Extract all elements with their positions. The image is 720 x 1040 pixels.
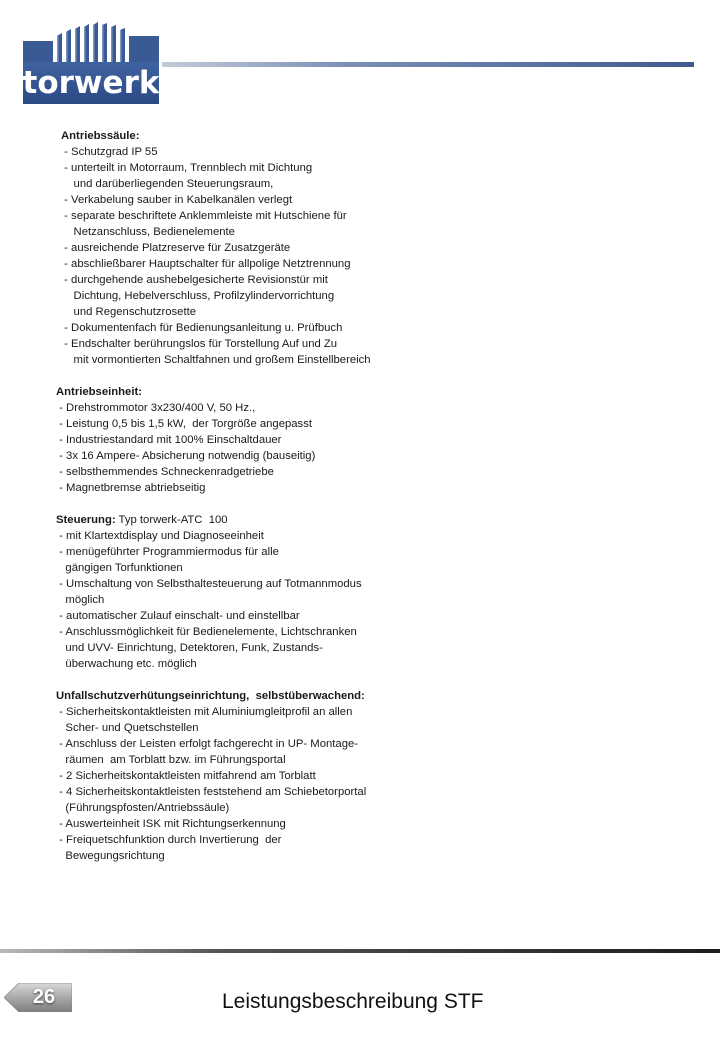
section-antriebseinheit (56, 384, 456, 496)
list-item: - Magnetbremse abtriebseitig (56, 482, 206, 494)
list-item: - Umschaltung von Selbsthaltesteuerung auf Totmannmodus (56, 578, 362, 590)
section-heading: Steuerung: Typ torwerk-ATC 100 (56, 514, 228, 526)
list-item: überwachung etc. möglich (56, 658, 197, 670)
specification-content (56, 128, 456, 880)
list-item: - Auswerteinheit ISK mit Richtungserkennung (56, 818, 286, 830)
section-heading: Antriebssäule: (61, 130, 140, 142)
list-item: - Anschlussmöglichkeit für Bedienelemente, Lichtschranken (56, 626, 357, 638)
list-item: - unterteilt in Motorraum, Trennblech mit Dichtung (61, 162, 313, 174)
list-item: - Industriestandard mit 100% Einschaltdauer (56, 434, 282, 446)
list-item: - abschließbarer Hauptschalter für allpolige Netztrennung (61, 258, 351, 270)
logo-wordmark: torwerk (22, 64, 160, 101)
list-item: und UVV- Einrichtung, Detektoren, Funk, Zustands- (56, 642, 323, 654)
page-number: 26 (32, 986, 56, 1008)
list-item: räumen am Torblatt bzw. im Führungsportal (56, 754, 286, 766)
section-steuerung (56, 512, 456, 672)
torwerk-logo (23, 22, 159, 104)
list-item: - ausreichende Platzreserve für Zusatzgeräte (61, 242, 291, 254)
section-antriebssaeule (61, 128, 456, 368)
list-item: - Drehstrommotor 3x230/400 V, 50 Hz., (56, 402, 256, 414)
list-item: - menügeführter Programmiermodus für alle (56, 546, 279, 558)
list-item: - selbsthemmendes Schneckenradgetriebe (56, 466, 274, 478)
list-item: - Endschalter berührungslos für Torstellung Auf und Zu (61, 338, 338, 350)
list-item: möglich (56, 594, 105, 606)
section-unfallschutz (56, 688, 456, 864)
list-item: gängigen Torfunktionen (56, 562, 183, 574)
footer-divider (0, 949, 720, 953)
list-item: - Anschluss der Leisten erfolgt fachgerecht in UP- Montage- (56, 738, 359, 750)
list-item: - durchgehende aushebelgesicherte Revisionstür mit (61, 274, 328, 286)
footer-title: Leistungsbeschreibung STF (222, 990, 484, 1013)
logo-wordmark-bar (23, 62, 159, 104)
list-item: - 4 Sicherheitskontaktleisten feststehend am Schiebetorportal (56, 786, 367, 798)
header-divider (162, 62, 694, 67)
list-item: Dichtung, Hebelverschluss, Profilzylindervorrichtung (61, 290, 335, 302)
list-item: Scher- und Quetschstellen (56, 722, 199, 734)
list-item: und Regenschutzrosette (61, 306, 197, 318)
gate-bars-logo-icon (23, 22, 159, 62)
list-item: und darüberliegenden Steuerungsraum, (61, 178, 274, 190)
list-item: - mit Klartextdisplay und Diagnoseeinheit (56, 530, 264, 542)
list-item: - Dokumentenfach für Bedienungsanleitung u. Prüfbuch (61, 322, 343, 334)
section-heading: Antriebseinheit: (56, 386, 142, 398)
list-item: - Sicherheitskontaktleisten mit Aluminiumgleitprofil an allen (56, 706, 353, 718)
list-item: - Verkabelung sauber in Kabelkanälen verlegt (61, 194, 293, 206)
list-item: - 2 Sicherheitskontaktleisten mitfahrend am Torblatt (56, 770, 316, 782)
list-item: mit vormontierten Schaltfahnen und großem Einstellbereich (61, 354, 371, 366)
section-heading: Unfallschutzverhütungseinrichtung, selbstüberwachend: (56, 690, 365, 702)
list-item: Bewegungsrichtung (56, 850, 165, 862)
list-item: (Führungspfosten/Antriebssäule) (56, 802, 230, 814)
list-item: - separate beschriftete Anklemmleiste mit Hutschiene für (61, 210, 347, 222)
list-item: - automatischer Zulauf einschalt- und einstellbar (56, 610, 300, 622)
list-item: Netzanschluss, Bedienelemente (61, 226, 235, 238)
list-item: - 3x 16 Ampere- Absicherung notwendig (bauseitig) (56, 450, 316, 462)
list-item: - Leistung 0,5 bis 1,5 kW, der Torgröße angepasst (56, 418, 312, 430)
list-item: - Freiquetschfunktion durch Invertierung der (56, 834, 282, 846)
list-item: - Schutzgrad IP 55 (61, 146, 158, 158)
